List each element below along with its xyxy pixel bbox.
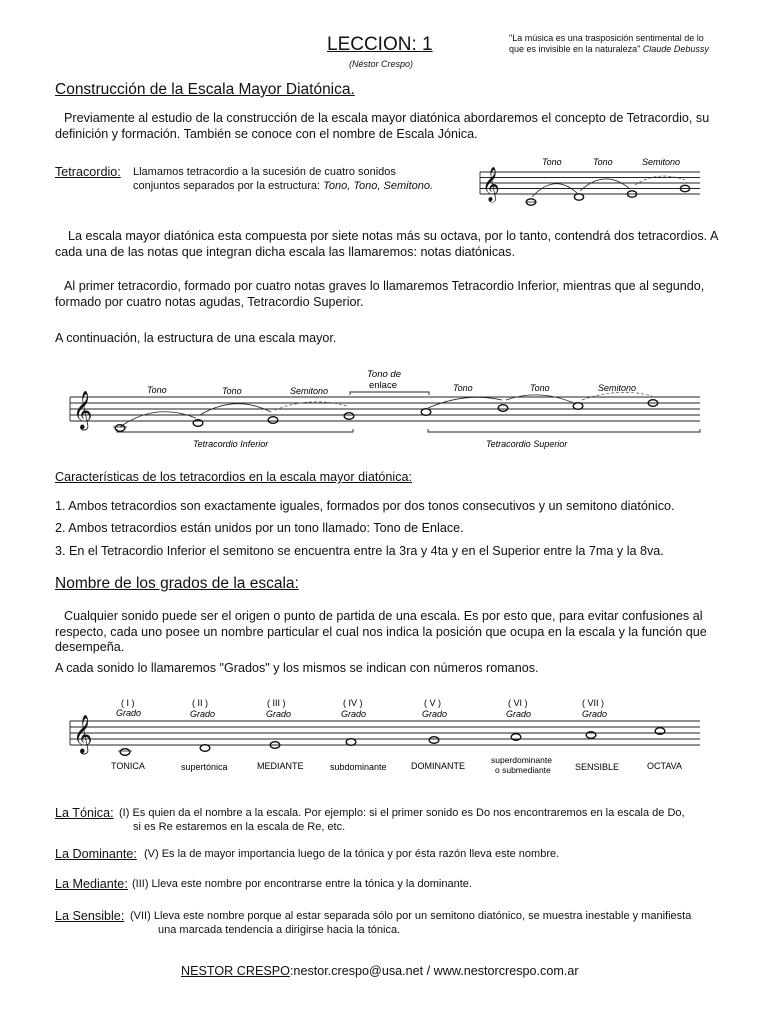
degree-name: subdominante [330,762,387,772]
quote-line-2: que es invisible en la naturaleza" Claude Debussy [509,44,709,54]
degree-name: superdominante [491,755,552,765]
quote-author: Claude Debussy [642,44,709,54]
degree-grado: Grado [190,709,216,719]
definition-term-dominante: La Dominante: [55,847,137,861]
tetracordio-inferior-label: Tetracordio Inferior [193,439,269,449]
author: (Néstor Crespo) [349,59,414,69]
paragraph-diatonic: La escala mayor diatónica esta compuesta por siete notas más su octava, por lo tanto, contendrá dos tetracordios. A cada una de las notas que integran dicha escala las llamaremos: notas diatónicas. [55,229,718,259]
whole-note [574,194,583,200]
definition-text: (III) Lleva este nombre por encontrarse entre la tónica y la dominante. [132,878,472,890]
degree-grado: Grado [422,709,448,719]
whole-note [200,745,210,752]
definition-term-mediante: La Mediante: [55,877,128,891]
note-group [113,400,658,432]
whole-note [268,417,278,424]
paragraph-structure-intro: A continuación, la estructura de una escala mayor. [55,331,337,345]
interval-label: Tono [542,157,562,167]
definition-text: (V) Es la de mayor importancia luego de la tónica y por ésta razón lleva este nombre. [144,848,560,860]
whole-note [344,413,354,420]
definition-term-sensible: La Sensible: [55,909,125,923]
section-heading-scale: Construcción de la Escala Mayor Diatónica. [55,81,355,98]
interval-label: Semitono [290,386,329,396]
degree-name: MEDIANTE [257,761,304,771]
tetracordio-staff [480,150,700,215]
whole-note [346,739,356,746]
footer-contact[interactable]: :nestor.crespo@usa.net / www.nestorcrespo.com.ar [289,964,579,978]
treble-clef-icon: 𝄞 [482,167,500,202]
whole-note [429,737,439,744]
characteristic-item: 1. Ambos tetracordios son exactamente iguales, formados por dos tonos consecutivos y un semitono diatónico. [55,499,675,513]
section-heading-degrees: Nombre de los grados de la escala: [55,575,299,592]
treble-clef-icon: 𝄞 [73,390,93,429]
degree-name: DOMINANTE [411,761,465,771]
whole-note [421,409,431,416]
degree-roman: ( IV ) [343,698,363,708]
interval-label: Tono [222,386,242,396]
degree-roman: ( III ) [267,698,286,708]
degree-roman: ( I ) [121,698,135,708]
enlace-label-line1: Tono de [367,369,401,380]
footer [181,964,579,980]
interval-label: Tono [593,157,613,167]
degree-name: supertónica [181,762,228,772]
characteristics-heading: Características de los tetracordios en la escala mayor diatónica: [55,470,412,484]
degree-name: TONICA [111,761,145,771]
tetracordio-label: Tetracordio: [55,165,121,179]
tetracordio-definition-line1: Llamamos tetracordio a la sucesión de cuatro sonidos [133,166,396,178]
note-group [118,728,665,756]
degrees-staff [70,695,700,780]
definition-text: (I) Es quien da el nombre a la escala. Por ejemplo: si el primer sonido es Do nos encontraremos en la escala de Do, [119,807,685,819]
degree-name-alt: o submediante [495,765,551,775]
degree-grado: Grado [266,709,292,719]
degree-roman: ( VI ) [508,698,528,708]
whole-note [498,405,508,412]
characteristic-item: 3. En el Tetracordio Inferior el semitono se encuentra entre la 3ra y 4ta y en el Superior entre la 7ma y la 8va. [55,544,664,558]
degree-name: OCTAVA [647,761,683,771]
degree-roman: ( V ) [424,698,441,708]
interval-label: Semitono [642,157,681,167]
interval-label: Tono [453,383,473,393]
tetracordio-definition-line2: conjuntos separados por la estructura: Tono, Tono, Semitono. [133,180,434,192]
paragraph-intro: Previamente al estudio de la construcción de la escala mayor diatónica abordaremos el concepto de Tetracordio, su definición y formación. También se conoce con el nombre de Escala Jónica. [55,111,710,141]
definition-text: (VII) Lleva este nombre porque al estar separada sólo por un semitono diatónico, se muestra inestable y manifiesta [130,910,692,922]
definition-text: una marcada tendencia a dirigirse hacia la tónica. [158,924,401,936]
whole-note [120,749,130,756]
treble-clef-icon: 𝄞 [73,714,93,753]
tetracordio-structure: Tono, Tono, Semitono. [323,180,434,192]
major-scale-staff [70,362,700,457]
paragraph-degrees: Cualquier sonido puede ser el origen o punto de partida de una escala. Es por esto que, para evitar confusiones al respecto, cada uno posee un nombre particular el cual nos indica la posición que ocupa en la escala y la función que desempeña. [55,609,707,654]
degree-grado: Grado [582,709,608,719]
degree-grado: Grado [116,708,142,718]
enlace-label-line2: enlace [369,380,397,391]
degree-grado: Grado [506,709,532,719]
tetracordio-superior-label: Tetracordio Superior [486,439,568,449]
degree-name: SENSIBLE [575,762,620,772]
page-title: LECCION: 1 [327,34,433,55]
definition-text: si es Re estaremos en la escala de Re, etc. [133,821,346,833]
degree-roman: ( VII ) [582,698,604,708]
footer-name: NESTOR CRESPO [181,964,290,978]
paragraph-tetracordios: Al primer tetracordio, formado por cuatro notas graves lo llamaremos Tetracordio Inferior, mientras que al segundo, formado por cuatro notas agudas, Tetracordio Superior. [55,279,705,309]
interval-label: Semitono [598,383,637,393]
interval-label: Tono [530,383,550,393]
degree-grado: Grado [341,709,367,719]
interval-label: Tono [147,385,167,395]
paragraph-grados: A cada sonido lo llamaremos "Grados" y los mismos se indican con números romanos. [55,661,539,675]
characteristic-item: 2. Ambos tetracordios están unidos por un tono llamado: Tono de Enlace. [55,521,464,535]
quote-line-1: "La música es una trasposición sentimental de lo [509,33,704,43]
definition-term-tonica: La Tónica: [55,806,114,820]
whole-note [573,403,583,410]
degree-roman: ( II ) [192,698,208,708]
